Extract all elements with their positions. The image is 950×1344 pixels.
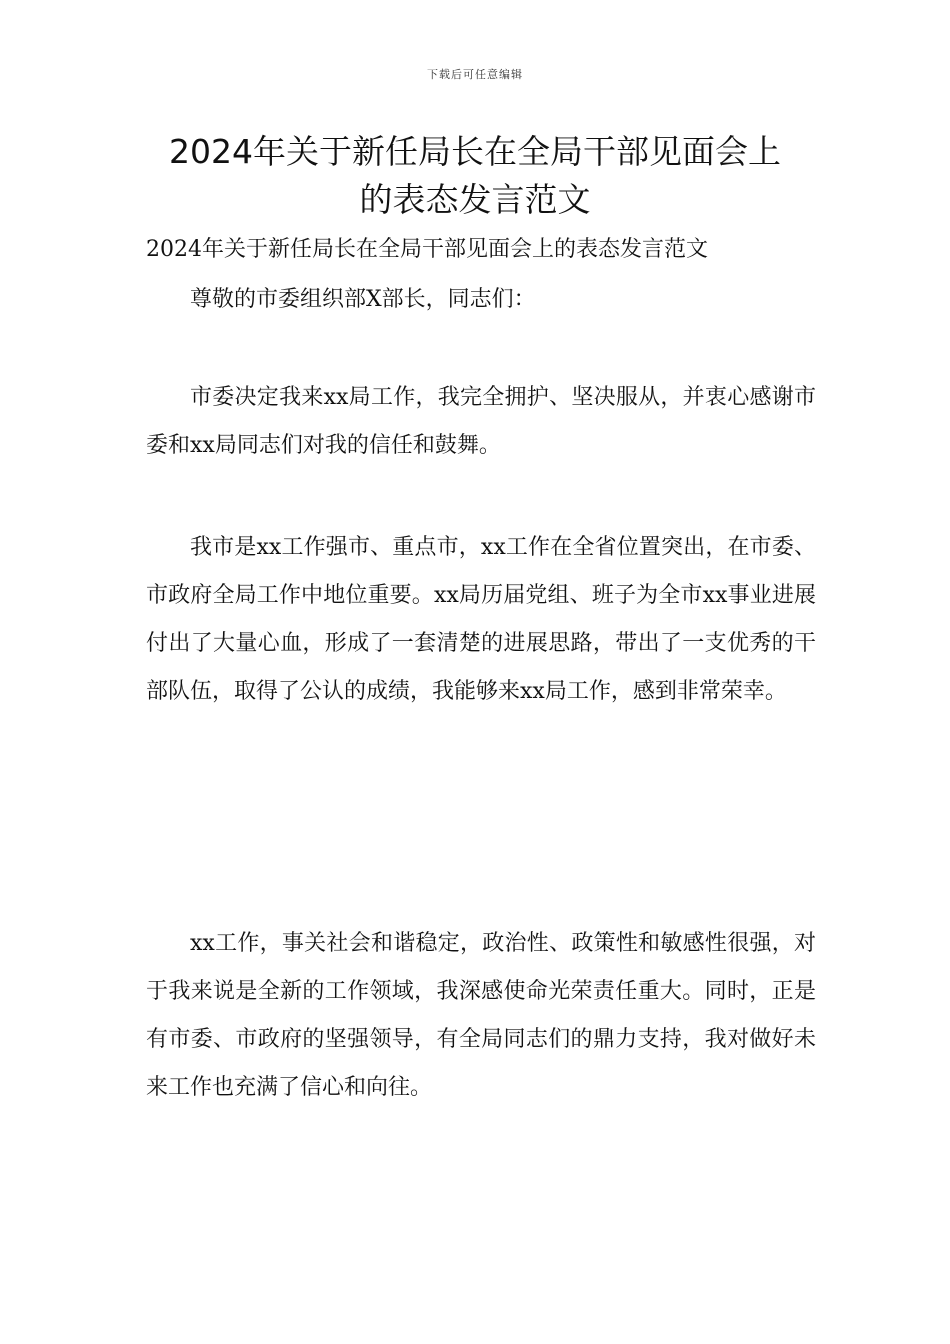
- paragraph-3: xx工作，事关社会和谐稳定，政治性、政策性和敏感性很强，对于我来说是全新的工作领域，我深感使命光荣责任重大。同时，正是有市委、市政府的坚强领导，有全局同志们的鼎力支持，我对做好未来工作也充满了信心和向往。: [146, 931, 816, 1100]
- document-title: [120, 128, 830, 224]
- greeting: 尊敬的市委组织部X部长，同志们：: [190, 287, 536, 312]
- paragraph-2: 我市是xx工作强市、重点市，xx工作在全省位置突出，在市委、市政府全局工作中地位重要。xx局历届党组、班子为全市xx事业进展付出了大量心血，形成了一套清楚的进展思路，带出了一支优秀的干部队伍，取得了公认的成绩，我能够来xx局工作，感到非常荣幸。: [146, 535, 816, 704]
- header-note: 下载后可任意编辑: [427, 68, 523, 81]
- title-line-2: 的表态发言范文: [359, 180, 591, 219]
- paragraph-1: 市委决定我来xx局工作，我完全拥护、坚决服从，并衷心感谢市委和xx局同志们对我的信任和鼓舞。: [146, 385, 816, 458]
- title-line-1: 2024年关于新任局长在全局干部见面会上: [169, 132, 781, 171]
- document-subtitle: 2024年关于新任局长在全局干部见面会上的表态发言范文: [146, 237, 708, 262]
